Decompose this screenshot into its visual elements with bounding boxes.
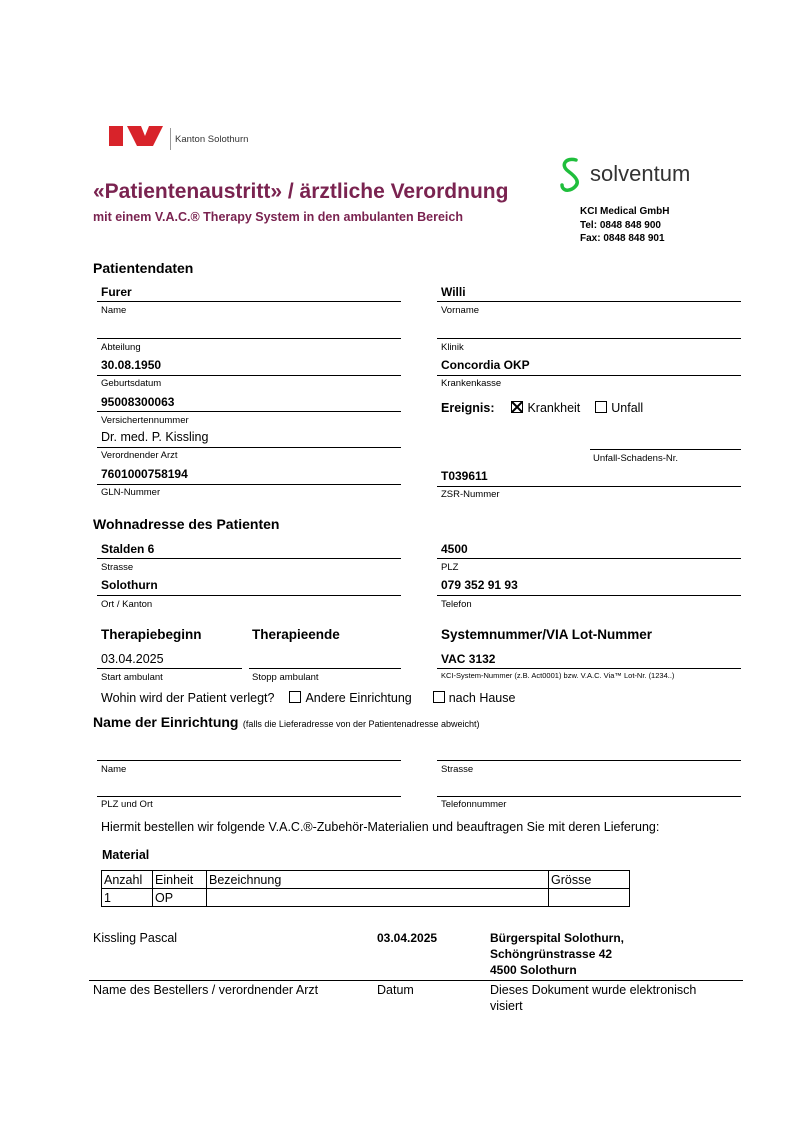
section-wohnadresse: Wohnadresse des Patienten — [93, 516, 280, 532]
ort-underline — [97, 595, 401, 596]
arzt-label: Verordnender Arzt — [101, 450, 178, 461]
krankenkasse-label: Krankenkasse — [441, 378, 502, 389]
strasse-label: Strasse — [101, 562, 134, 573]
name-underline — [97, 301, 401, 302]
col-groesse: Grösse — [549, 871, 630, 889]
order-text: Hiermit bestellen wir folgende V.A.C.®-Zubehör-Materialien und beauftragen Sie mit deren Lieferung: — [101, 820, 660, 834]
zsr-underline — [437, 486, 741, 487]
krankenkasse-underline — [437, 375, 741, 376]
therapiebeginn-heading: Therapiebeginn — [101, 627, 202, 642]
telefon-underline — [437, 595, 741, 596]
col-bezeichnung: Bezeichnung — [207, 871, 549, 889]
vorname-underline — [437, 301, 741, 302]
signature-line — [89, 980, 743, 981]
klinik-underline — [437, 338, 741, 339]
name-value[interactable]: Furer — [101, 285, 132, 299]
hospital-line3: 4500 Solothurn — [490, 963, 577, 977]
abteilung-label: Abteilung — [101, 342, 141, 353]
table-row[interactable] — [102, 889, 630, 907]
ort-label: Ort / Kanton — [101, 599, 153, 610]
versichertennummer-value[interactable]: 95008300063 — [101, 395, 175, 409]
ort-value[interactable]: Solothurn — [101, 578, 158, 592]
plz-underline — [437, 558, 741, 559]
klinik-label: Klinik — [441, 342, 464, 353]
einrichtung-strasse-label: Strasse — [441, 764, 474, 775]
nach-hause-checkbox[interactable] — [433, 691, 445, 703]
company-name: KCI Medical GmbH — [580, 206, 670, 217]
telefon-label: Telefon — [441, 599, 472, 610]
krankheit-label: Krankheit — [527, 401, 581, 415]
hospital-line1: Bürgerspital Solothurn, — [490, 931, 625, 945]
hospital-line2: Schöngrünstrasse 42 — [490, 947, 613, 961]
besteller-name: Kissling Pascal — [93, 931, 178, 945]
krankenkasse-value[interactable]: Concordia OKP — [441, 358, 530, 372]
einrichtung-telefon-underline[interactable] — [437, 796, 741, 797]
start-underline — [97, 668, 242, 669]
zsr-label: ZSR-Nummer — [441, 489, 500, 500]
krankheit-checkbox[interactable] — [511, 401, 523, 413]
einrichtung-strasse-underline[interactable] — [437, 760, 741, 761]
cell-groesse[interactable] — [549, 889, 630, 907]
strasse-underline — [97, 558, 401, 559]
datum-label: Datum — [377, 983, 414, 997]
solventum-wordmark: solventum — [590, 161, 691, 186]
name-label: Name — [101, 305, 127, 316]
start-value[interactable]: 03.04.2025 — [101, 652, 164, 666]
company-fax: Fax: 0848 848 901 — [580, 233, 665, 244]
einrichtung-name-underline[interactable] — [97, 760, 401, 761]
geburtsdatum-value[interactable]: 30.08.1950 — [101, 358, 162, 372]
section-patientendaten: Patientendaten — [93, 260, 194, 276]
stopp-underline — [249, 668, 401, 669]
ereignis-group — [441, 401, 643, 415]
unfall-checkbox[interactable] — [595, 401, 607, 413]
plz-value[interactable]: 4500 — [441, 542, 468, 556]
plz-label: PLZ — [441, 562, 459, 573]
unfall-nr-label: Unfall-Schadens-Nr. — [593, 453, 679, 464]
einrichtung-name-label: Name — [101, 764, 127, 775]
signature-date: 03.04.2025 — [377, 931, 438, 945]
arzt-value[interactable]: Dr. med. P. Kissling — [101, 430, 209, 444]
system-value[interactable]: VAC 3132 — [441, 652, 496, 666]
vorname-value[interactable]: Willi — [441, 285, 466, 299]
visiert-note-line2: visiert — [490, 999, 523, 1013]
col-einheit: Einheit — [153, 871, 207, 889]
therapieende-heading: Therapieende — [252, 627, 340, 642]
company-tel: Tel: 0848 848 900 — [580, 220, 661, 231]
system-label: KCI-System-Nummer (z.B. Act0001) bzw. V.A.C. Via™ Lot-Nr. (1234..) — [441, 671, 675, 680]
kanton-name: Kanton Solothurn — [175, 134, 249, 145]
versichertennummer-underline — [97, 411, 401, 412]
einrichtung-plz-label: PLZ und Ort — [101, 799, 153, 810]
start-label: Start ambulant — [101, 672, 163, 683]
kanton-logo-mark — [109, 124, 165, 148]
page-title: «Patientenaustritt» / ärztliche Verordnung — [93, 180, 509, 203]
verlegung-question: Wohin wird der Patient verlegt? — [101, 691, 275, 705]
solventum-s-icon — [556, 155, 588, 195]
unfall-label: Unfall — [611, 401, 644, 415]
unfall-nr-underline — [590, 449, 741, 450]
vorname-label: Vorname — [441, 305, 480, 316]
versichertennummer-label: Versichertennummer — [101, 415, 189, 426]
nach-hause-label: nach Hause — [448, 691, 516, 705]
col-anzahl: Anzahl — [102, 871, 153, 889]
system-underline — [437, 668, 741, 669]
einrichtung-telefon-label: Telefonnummer — [441, 799, 507, 810]
kanton-logo — [109, 124, 249, 148]
telefon-value[interactable]: 079 352 91 93 — [441, 578, 518, 592]
material-heading: Material — [102, 848, 150, 862]
stopp-label: Stopp ambulant — [252, 672, 319, 683]
einrichtung-plz-underline[interactable] — [97, 796, 401, 797]
arzt-underline — [97, 447, 401, 448]
solventum-logo — [556, 155, 691, 200]
abteilung-underline — [97, 338, 401, 339]
strasse-value[interactable]: Stalden 6 — [101, 542, 155, 556]
systemnummer-heading: Systemnummer/VIA Lot-Nummer — [441, 627, 653, 642]
gln-underline — [97, 484, 401, 485]
logo-divider — [170, 128, 171, 150]
geburtsdatum-underline — [97, 375, 401, 376]
gln-label: GLN-Nummer — [101, 487, 161, 498]
visiert-note-line1: Dieses Dokument wurde elektronisch — [490, 983, 697, 997]
zsr-value[interactable]: T039611 — [441, 469, 488, 483]
andere-einrichtung-label: Andere Einrichtung — [305, 691, 412, 705]
material-table — [101, 870, 630, 907]
cell-anzahl[interactable]: 1 — [102, 889, 153, 907]
andere-einrichtung-checkbox[interactable] — [289, 691, 301, 703]
verlegung-row — [101, 691, 515, 705]
cell-einheit[interactable]: OP — [153, 889, 207, 907]
material-header-row — [102, 871, 630, 889]
geburtsdatum-label: Geburtsdatum — [101, 378, 162, 389]
gln-value[interactable]: 7601000758194 — [101, 467, 188, 481]
section-einrichtung — [93, 714, 480, 732]
besteller-label: Name des Bestellers / verordnender Arzt — [93, 983, 319, 997]
einrichtung-title: Name der Einrichtung — [93, 714, 239, 730]
ereignis-label: Ereignis: — [441, 401, 495, 415]
cell-bezeichnung[interactable] — [207, 889, 549, 907]
einrichtung-note: (falls die Lieferadresse von der Patientenadresse abweicht) — [242, 719, 480, 729]
page-subtitle: mit einem V.A.C.® Therapy System in den ambulanten Bereich — [93, 210, 463, 224]
